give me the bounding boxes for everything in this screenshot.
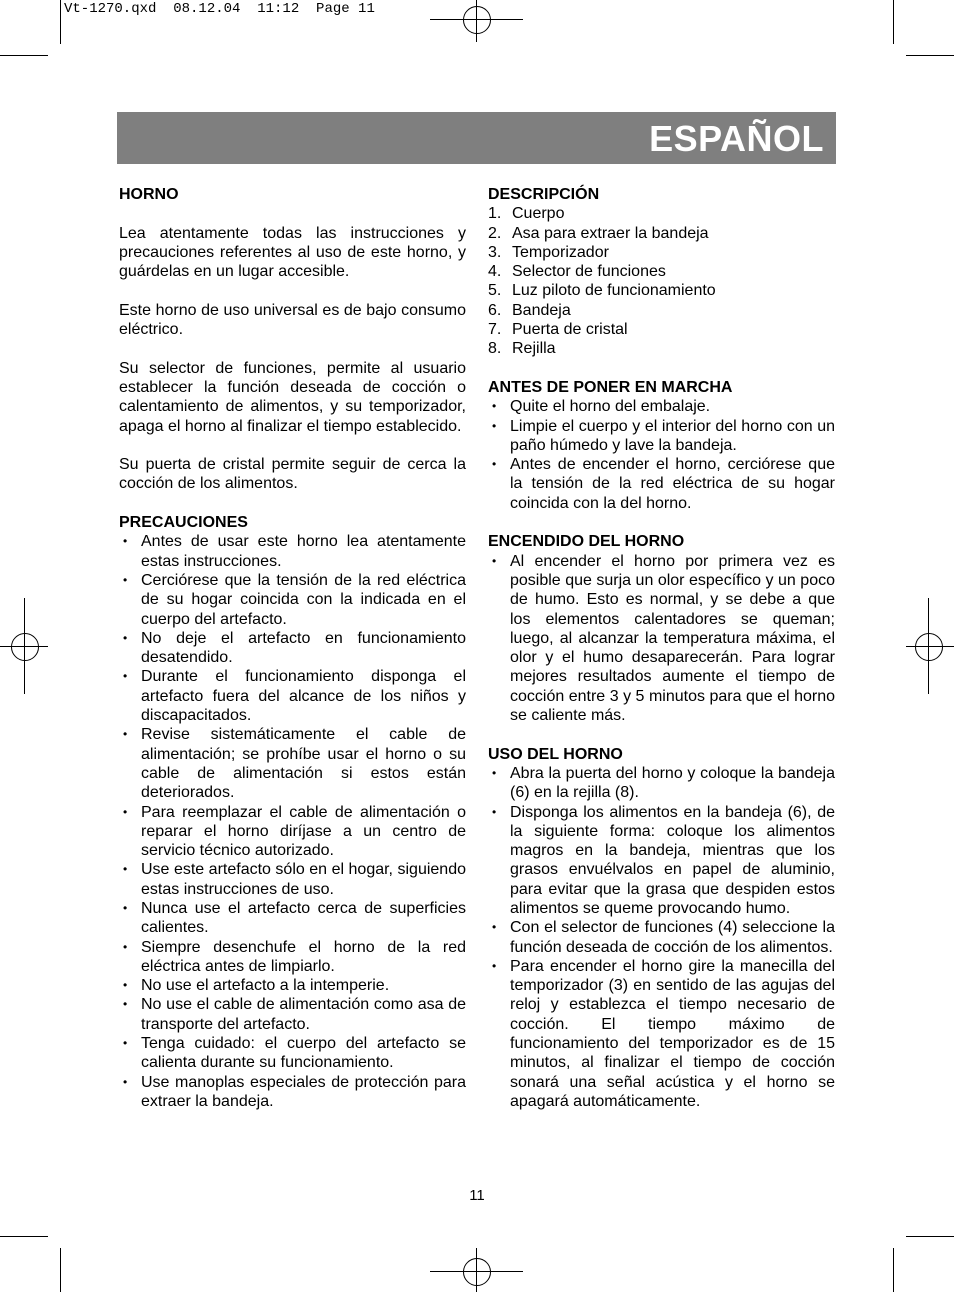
list-item: 3. Temporizador [488, 243, 609, 261]
list-item: • Abra la puerta del horno y coloque la bandeja (6) en la rejilla (8). [488, 764, 835, 803]
list-item: • Al encender el horno por primera vez es posible que surja un olor específico y un poco de humo. Esto es normal, y se debe a que los elementos calentadores se queman; luego, al alcanzar la temperatura máxima, el olor y el humo desaparecerán. Para lograr mejores resultados aumente el tiempo de cocción entre 3 y 5 minutos para que el horno se caliente más. [488, 552, 835, 726]
list-item: 5. Luz piloto de funcionamiento [488, 282, 716, 300]
list-item: • Tenga cuidado: el cuerpo del artefacto se calienta durante su funcionamiento. [119, 1034, 466, 1073]
list-item: 1. Cuerpo [488, 205, 565, 223]
list-item: • Revise sistemáticamente el cable de alimentación; se prohíbe usar el horno o su cable de alimentación si estos están deteriorados. [119, 725, 466, 802]
list-item: • No use el cable de alimentación como asa de transporte del artefacto. [119, 995, 466, 1034]
list-item: • Antes de usar este horno lea atentamente estas instrucciones. [119, 532, 466, 571]
language-title: ESPAÑOL [649, 118, 824, 159]
section-title-precauciones: PRECAUCIONES [119, 514, 248, 532]
uso-list [488, 764, 835, 1111]
list-item: • Quite el horno del embalaje. [488, 397, 835, 416]
intro-paragraph: Este horno de uso universal es de bajo consumo eléctrico. [119, 301, 466, 339]
section-title-horno: HORNO [119, 186, 179, 203]
encendido-list [488, 552, 835, 726]
list-item: 4. Selector de funciones [488, 263, 666, 281]
crop-mark [906, 1236, 954, 1237]
list-item: • Siempre desenchufe el horno de la red eléctrica antes de limpiarlo. [119, 938, 466, 977]
list-item: 8. Rejilla [488, 340, 556, 358]
section-title-antes: ANTES DE PONER EN MARCHA [488, 378, 733, 396]
list-item: • Para encender el horno gire la manecilla del temporizador (3) en sentido de las agujas del reloj y establezca el tiempo necesario de cocción. El tiempo máximo de funcionamiento del temporizador es de 15 minutos, al finalizar el tiempo de cocción sonará una señal acústica y el horno se apagará automáticamente. [488, 957, 835, 1111]
list-item: • Limpie el cuerpo y el interior del horno con un paño húmedo y lave la bandeja. [488, 417, 835, 456]
crop-mark [0, 55, 48, 56]
crop-mark [60, 0, 61, 44]
crop-mark [893, 0, 894, 44]
list-item: • Disponga los alimentos en la bandeja (6), de la siguiente forma: coloque los alimentos magros en la bandeja, mientras que los grasos envuélvalos en papel de aluminio, para evitar que la grasa que despiden estos alimentos se queme provocando humo. [488, 803, 835, 919]
list-item: • Antes de encender el horno, cerciórese que la tensión de la red eléctrica de su hogar coincida con la del horno. [488, 455, 835, 513]
list-item: • Con el selector de funciones (4) seleccione la función deseada de cocción de los alimentos. [488, 918, 835, 957]
intro-paragraph: Lea atentamente todas las instrucciones y precauciones referentes al uso de este horno, y guárdelas en un lugar accesible. [119, 224, 466, 281]
list-item: 7. Puerta de cristal [488, 321, 628, 339]
crop-mark [893, 1248, 894, 1292]
list-item: • Durante el funcionamiento disponga el artefacto fuera del alcance de los niños y discapacitados. [119, 667, 466, 725]
list-item: • Para reemplazar el cable de alimentación o reparar el horno diríjase a un centro de servicio técnico autorizado. [119, 803, 466, 861]
section-title-descripcion: DESCRIPCIÓN [488, 186, 600, 203]
list-item: • Cerciórese que la tensión de la red eléctrica de su hogar coincida con la indicada en el cuerpo del artefacto. [119, 571, 466, 629]
crop-mark [906, 55, 954, 56]
list-item: • Use este artefacto sólo en el hogar, siguiendo estas instrucciones de uso. [119, 860, 466, 899]
precauciones-list [119, 532, 466, 1111]
page-number: 11 [469, 1187, 485, 1204]
crop-mark [60, 1248, 61, 1292]
crop-mark [0, 1236, 48, 1237]
list-item: 2. Asa para extraer la bandeja [488, 224, 709, 242]
section-title-encendido: ENCENDIDO DEL HORNO [488, 533, 685, 551]
antes-list [488, 397, 835, 513]
list-item: • Nunca use el artefacto cerca de superficies calientes. [119, 899, 466, 938]
list-item: • No use el artefacto a la intemperie. [119, 976, 466, 995]
intro-paragraph: Su selector de funciones, permite al usuario establecer la función deseada de cocción o calentamiento de alimentos, y su temporizador, apaga el horno al finalizar el tiempo establecido. [119, 359, 466, 435]
print-slug: Vt-1270.qxd 08.12.04 11:12 Page 11 [64, 1, 375, 17]
intro-paragraph: Su puerta de cristal permite seguir de cerca la cocción de los alimentos. [119, 456, 466, 493]
language-banner [117, 112, 836, 164]
descripcion-list [488, 204, 835, 358]
left-column [119, 185, 466, 1111]
list-item: 6. Bandeja [488, 301, 571, 319]
list-item: • Use manoplas especiales de protección para extraer la bandeja. [119, 1073, 466, 1112]
section-title-uso: USO DEL HORNO [488, 745, 623, 763]
list-item: • No deje el artefacto en funcionamiento desatendido. [119, 629, 466, 668]
right-column [488, 185, 835, 1111]
